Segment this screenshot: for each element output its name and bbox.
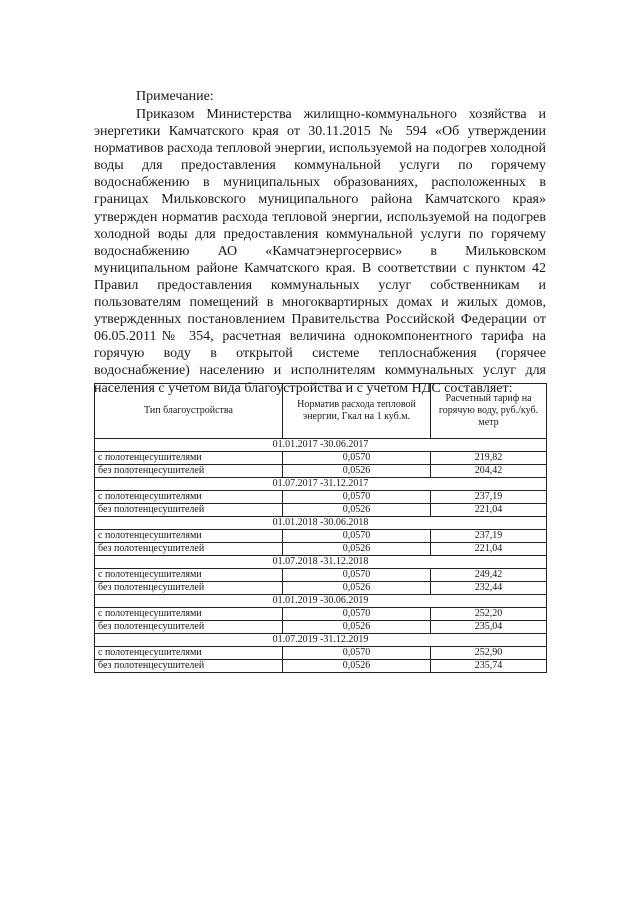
row-type: без полотенцесушителей (95, 465, 283, 478)
row-type: с полотенцесушителями (95, 491, 283, 504)
table-row (95, 621, 547, 634)
table-header-row (95, 384, 547, 439)
table-row (95, 569, 547, 582)
period-label: 01.01.2018 -30.06.2018 (95, 517, 547, 530)
row-type: с полотенцесушителями (95, 608, 283, 621)
row-type: с полотенцесушителями (95, 452, 283, 465)
table-row (95, 647, 547, 660)
row-norm: 0,0526 (283, 621, 431, 634)
header-type: Тип благоустройства (95, 384, 283, 439)
period-row (95, 595, 547, 608)
row-type: без полотенцесушителей (95, 504, 283, 517)
row-tariff: 221,04 (431, 543, 547, 556)
row-type: без полотенцесушителей (95, 543, 283, 556)
period-row (95, 439, 547, 452)
row-norm: 0,0526 (283, 465, 431, 478)
period-label: 01.01.2017 -30.06.2017 (95, 439, 547, 452)
note-paragraph: Приказом Министерства жилищно-коммунального хозяйства и энергетики Камчатского края от 30.11.2015 № 594 «Об утверждении нормативов расхода тепловой энергии, используемой на подогрев холодной воды для предоставления коммунальной услуги по горячему водоснабжению в муниципальных образованиях, расположенных в границах Мильковского муниципального района Камчатского края» утвержден норматив расхода тепловой энергии, используемой на подогрев холодной воды для предоставления коммунальной услуги по горячему водоснабжению АО «Камчатэнергосервис» в Мильковском муниципальном районе Камчатского края. В соответствии с пунктом 42 Правил предоставления коммунальных услуг собственникам и пользователям помещений в многоквартирных домах и жилых домов, утвержденных постановлением Правительства Российской Федерации от 06.05.2011№ 354, расчетная величина однокомпонентного тарифа на горячую воду в открытой системе теплоснабжения (горячее водоснабжение) населению и исполнителям коммунальных услуг для населения с учетом вида благоустройства и с учетом НДС составляет: (94, 107, 546, 396)
period-row (95, 634, 547, 647)
row-norm: 0,0526 (283, 543, 431, 556)
period-row (95, 478, 547, 491)
table-row (95, 504, 547, 517)
row-type: без полотенцесушителей (95, 582, 283, 595)
row-tariff: 252,20 (431, 608, 547, 621)
row-tariff: 252,90 (431, 647, 547, 660)
table-row (95, 465, 547, 478)
table-row (95, 452, 547, 465)
table-row (95, 660, 547, 673)
period-label: 01.01.2019 -30.06.2019 (95, 595, 547, 608)
period-label: 01.07.2017 -31.12.2017 (95, 478, 547, 491)
row-norm: 0,0570 (283, 452, 431, 465)
row-norm: 0,0570 (283, 569, 431, 582)
row-norm: 0,0526 (283, 504, 431, 517)
row-norm: 0,0526 (283, 582, 431, 595)
period-label: 01.07.2018 -31.12.2018 (95, 556, 547, 569)
table-row (95, 491, 547, 504)
row-norm: 0,0526 (283, 660, 431, 673)
row-norm: 0,0570 (283, 647, 431, 660)
note-title: Примечание: (136, 89, 214, 104)
row-type: без полотенцесушителей (95, 621, 283, 634)
row-tariff: 232,44 (431, 582, 547, 595)
table-row (95, 582, 547, 595)
row-norm: 0,0570 (283, 530, 431, 543)
row-tariff: 235,04 (431, 621, 547, 634)
period-row (95, 517, 547, 530)
row-tariff: 219,82 (431, 452, 547, 465)
row-type: с полотенцесушителями (95, 530, 283, 543)
row-type: без полотенцесушителей (95, 660, 283, 673)
tariff-table (94, 383, 547, 673)
row-type: с полотенцесушителями (95, 647, 283, 660)
row-tariff: 249,42 (431, 569, 547, 582)
row-tariff: 235,74 (431, 660, 547, 673)
period-label: 01.07.2019 -31.12.2019 (95, 634, 547, 647)
table-row (95, 543, 547, 556)
table-row (95, 530, 547, 543)
row-tariff: 237,19 (431, 491, 547, 504)
row-type: с полотенцесушителями (95, 569, 283, 582)
period-row (95, 556, 547, 569)
row-tariff: 237,19 (431, 530, 547, 543)
row-tariff: 204,42 (431, 465, 547, 478)
table-row (95, 608, 547, 621)
header-norm: Норматив расхода тепловой энергии, Гкал на 1 куб.м. (283, 384, 431, 439)
row-norm: 0,0570 (283, 608, 431, 621)
row-tariff: 221,04 (431, 504, 547, 517)
row-norm: 0,0570 (283, 491, 431, 504)
header-tariff: Расчетный тариф на горячую воду, руб./куб. метр (431, 384, 547, 439)
